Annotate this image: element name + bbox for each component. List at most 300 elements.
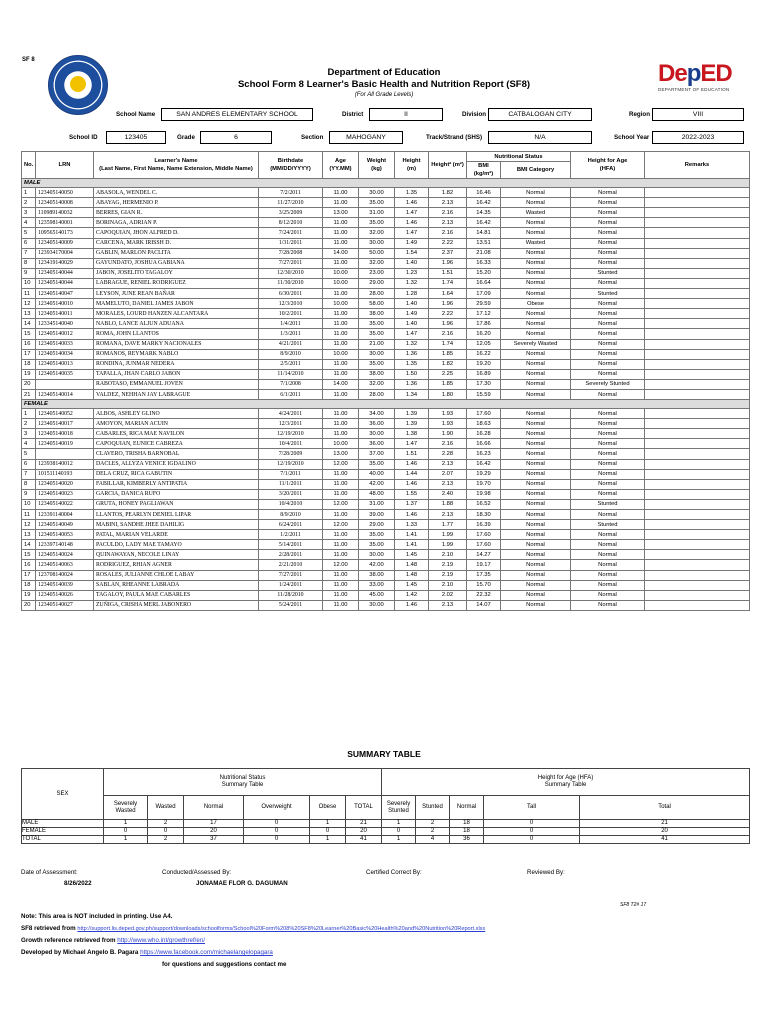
table-row <box>22 560 750 570</box>
cell-name: ROMANA, DAVE MARKY NACIONALES <box>94 339 259 349</box>
cell-height-sq: 2.37 <box>429 248 467 258</box>
cell-name: BORINAGA, ADRIAN P. <box>94 218 259 228</box>
cell-name: GARCIA, DANICA RUFO <box>94 489 259 499</box>
cell-hfa: Normal <box>571 389 645 399</box>
cell-age: 12.00 <box>323 459 359 469</box>
summary-col-header: Normal <box>450 796 484 820</box>
school-id-label: School ID <box>69 134 98 141</box>
table-row <box>22 198 750 208</box>
cell-birthdate: 12/3/2011 <box>259 419 323 429</box>
section-field[interactable]: MAHOGANY <box>329 131 403 144</box>
cell-no: 20 <box>22 600 36 610</box>
cell-remarks <box>645 198 750 208</box>
summary-col-header: Wasted <box>148 796 184 820</box>
cell-height-sq: 1.74 <box>429 278 467 288</box>
cell-lrn: 123405140026 <box>36 590 94 600</box>
cell-height-sq: 2.40 <box>429 489 467 499</box>
summary-cell: 0 <box>484 820 580 828</box>
cell-remarks <box>645 289 750 299</box>
cell-name: LEYSON, JUNE REAN BAÑAR <box>94 289 259 299</box>
cell-hfa: Normal <box>571 419 645 429</box>
table-row <box>22 289 750 299</box>
cell-height-sq: 2.22 <box>429 309 467 319</box>
summary-col-header: Stunted <box>416 796 450 820</box>
cell-bmi-category: Normal <box>501 198 571 208</box>
summary-col-header: Tall <box>484 796 580 820</box>
cell-weight: 38.00 <box>359 309 395 319</box>
cell-age: 11.00 <box>323 409 359 419</box>
cell-no: 10 <box>22 499 36 509</box>
summary-cell: 0 <box>104 828 148 836</box>
assessment-date: 8/26/2022 <box>64 880 92 887</box>
cell-remarks <box>645 389 750 399</box>
cell-remarks <box>645 268 750 278</box>
cell-weight: 50.00 <box>359 248 395 258</box>
date-label: Date of Assessment: <box>21 869 78 876</box>
track-label: Track/Strand (SHS) <box>426 134 483 141</box>
cell-birthdate: 12/19/2010 <box>259 459 323 469</box>
cell-name: ROMANOS, REYMARK NABLO <box>94 349 259 359</box>
cell-no: 15 <box>22 550 36 560</box>
table-row <box>22 439 750 449</box>
cell-bmi: 19.20 <box>467 359 501 369</box>
cell-height: 1.48 <box>395 560 429 570</box>
cell-height-sq: 2.13 <box>429 198 467 208</box>
cell-height-sq: 1.85 <box>429 349 467 359</box>
cell-name: RODRIGUEZ, RHIAN AGNER <box>94 560 259 570</box>
cell-height: 1.45 <box>395 580 429 590</box>
cell-bmi: 16.22 <box>467 349 501 359</box>
table-row <box>22 459 750 469</box>
cell-weight: 34.00 <box>359 409 395 419</box>
cell-bmi: 14.81 <box>467 228 501 238</box>
cell-remarks <box>645 590 750 600</box>
logo-subtext: DEPARTMENT OF EDUCATION <box>658 87 730 92</box>
cell-lrn: 123934170004 <box>36 248 94 258</box>
cell-no: 15 <box>22 329 36 339</box>
cell-birthdate: 11/27/2010 <box>259 198 323 208</box>
growth-link[interactable]: http://www.who.int/growthref/en/ <box>117 937 205 944</box>
cell-bmi: 16.89 <box>467 369 501 379</box>
cell-lrn: 123405140013 <box>36 359 94 369</box>
cell-hfa: Normal <box>571 600 645 610</box>
cell-weight: 30.00 <box>359 188 395 198</box>
col-height-sq: Height² (m²) <box>429 152 467 179</box>
summary-cell: 1 <box>382 820 416 828</box>
cell-remarks <box>645 550 750 560</box>
cell-height-sq: 2.13 <box>429 479 467 489</box>
cell-age: 11.00 <box>323 319 359 329</box>
summary-cell: 37 <box>184 836 244 844</box>
cell-height-sq: 2.07 <box>429 469 467 479</box>
cell-height-sq: 2.19 <box>429 570 467 580</box>
cell-weight: 35.00 <box>359 319 395 329</box>
summary-cell: 20 <box>580 828 750 836</box>
cell-no: 1 <box>22 409 36 419</box>
form-reference: SF8 T2# 17 <box>620 902 647 908</box>
sf8-link[interactable]: http://support.lis.deped.gov.ph/support/downloads/schoolforms/School%20Form%208%20SF8%20Learner%20Basic%20Health%20and%20Nutrition%20Report.xlsx <box>77 926 486 932</box>
table-row <box>22 329 750 339</box>
cell-birthdate: 4/24/2011 <box>259 409 323 419</box>
summary-cell: 4 <box>416 836 450 844</box>
cell-name: CLAVERO, TRISHA BARNOBAL <box>94 449 259 459</box>
summary-cell: 1 <box>382 836 416 844</box>
cell-bmi-category: Normal <box>501 530 571 540</box>
cell-no: 6 <box>22 238 36 248</box>
cell-height: 1.42 <box>395 590 429 600</box>
cell-bmi-category: Normal <box>501 258 571 268</box>
cell-age: 11.00 <box>323 419 359 429</box>
cell-no: 18 <box>22 580 36 590</box>
growth-source: Growth reference retrieved from http://www.who.int/growthref/en/ <box>21 937 205 944</box>
male-section-row: MALE <box>22 179 750 188</box>
cell-name: RONDINA, JUNMAR NEDERA <box>94 359 259 369</box>
cell-bmi-category: Normal <box>501 489 571 499</box>
cell-height: 1.36 <box>395 349 429 359</box>
conducted-label: Conducted/Assessed By: <box>162 869 232 876</box>
table-row <box>22 469 750 479</box>
cell-no: 17 <box>22 349 36 359</box>
cell-name: ROMA, JOHN LLANTOS <box>94 329 259 339</box>
cell-birthdate: 2/5/2011 <box>259 359 323 369</box>
col-height: Height (m) <box>395 152 429 179</box>
cell-birthdate: 6/1/2011 <box>259 389 323 399</box>
cell-age: 11.00 <box>323 329 359 339</box>
cell-height: 1.51 <box>395 449 429 459</box>
cell-age: 11.00 <box>323 369 359 379</box>
cell-hfa: Normal <box>571 188 645 198</box>
summary-cell: 0 <box>484 828 580 836</box>
cell-remarks <box>645 188 750 198</box>
sf8-source: SF8 retrieved from http://support.lis.deped.gov.ph/support/downloads/schoolforms/School%20Form%208%20SF8%20Learner%20Basic%20Health%20and%20Nutrition%20Report.xlsx <box>21 925 486 932</box>
cell-height-sq: 2.02 <box>429 590 467 600</box>
summary-col-header: TOTAL <box>346 796 382 820</box>
cell-lrn: 123405140008 <box>36 198 94 208</box>
cell-lrn: 123397140148 <box>36 540 94 550</box>
cell-birthdate: 6/30/2011 <box>259 289 323 299</box>
school-year-field[interactable]: 2022-2023 <box>652 131 744 144</box>
cell-birthdate: 10/4/2010 <box>259 499 323 509</box>
cell-lrn: 123405140012 <box>36 329 94 339</box>
table-row <box>22 590 750 600</box>
cell-remarks <box>645 510 750 520</box>
cell-hfa: Normal <box>571 409 645 419</box>
summary-cell: 18 <box>450 820 484 828</box>
cell-age: 12.00 <box>323 520 359 530</box>
cell-height: 1.47 <box>395 228 429 238</box>
cell-remarks <box>645 369 750 379</box>
cell-weight: 35.00 <box>359 459 395 469</box>
cell-lrn: 123405140024 <box>36 550 94 560</box>
cell-birthdate: 4/21/2011 <box>259 339 323 349</box>
cell-name: CARCENA, MARK IRISSH D. <box>94 238 259 248</box>
cell-height-sq: 2.16 <box>429 439 467 449</box>
summary-col-header: Total <box>580 796 750 820</box>
female-section-row: FEMALE <box>22 400 750 409</box>
cell-hfa: Normal <box>571 580 645 590</box>
table-row <box>22 499 750 509</box>
cell-bmi: 16.64 <box>467 278 501 288</box>
cell-birthdate: 7/1/2011 <box>259 469 323 479</box>
cell-bmi: 12.05 <box>467 339 501 349</box>
track-field[interactable]: N/A <box>488 131 592 144</box>
cell-no: 9 <box>22 268 36 278</box>
cell-hfa: Normal <box>571 560 645 570</box>
cell-name: TAPALLA, JHAN CARLO JABON <box>94 369 259 379</box>
cell-bmi: 14.27 <box>467 550 501 560</box>
table-row <box>22 218 750 228</box>
cell-hfa: Stunted <box>571 289 645 299</box>
cell-age: 11.00 <box>323 530 359 540</box>
cell-name: ABASOLA, WENDEL C. <box>94 188 259 198</box>
cell-bmi: 16.39 <box>467 520 501 530</box>
certified-label: Certified Correct By: <box>366 869 422 876</box>
learner-health-table <box>21 151 750 611</box>
cell-height: 1.50 <box>395 369 429 379</box>
table-row <box>22 419 750 429</box>
cell-age: 11.00 <box>323 580 359 590</box>
cell-remarks <box>645 449 750 459</box>
summary-cell: 0 <box>244 820 310 828</box>
cell-age: 11.00 <box>323 489 359 499</box>
cell-bmi: 14.35 <box>467 208 501 218</box>
summary-row <box>22 836 750 844</box>
cell-name: SABLAN, RHEANNE LABRADA <box>94 580 259 590</box>
cell-bmi-category: Normal <box>501 540 571 550</box>
cell-lrn: 123405140018 <box>36 429 94 439</box>
cell-remarks <box>645 439 750 449</box>
cell-hfa: Normal <box>571 510 645 520</box>
cell-remarks <box>645 600 750 610</box>
summary-cell: 0 <box>484 836 580 844</box>
summary-ns-header: Nutritional Status Summary Table <box>104 769 382 796</box>
cell-bmi-category: Normal <box>501 520 571 530</box>
summary-sex-header: SEX <box>22 769 104 820</box>
cell-no: 19 <box>22 369 36 379</box>
table-row <box>22 369 750 379</box>
cell-bmi-category: Wasted <box>501 208 571 218</box>
deped-logo: DepED DEPARTMENT OF EDUCATION <box>658 62 740 94</box>
cell-lrn: 123708140024 <box>36 570 94 580</box>
cell-weight: 30.00 <box>359 600 395 610</box>
form-subtitle: (For All Grade Levels) <box>354 92 414 98</box>
cell-weight: 58.00 <box>359 299 395 309</box>
cell-height: 1.47 <box>395 208 429 218</box>
table-row <box>22 550 750 560</box>
cell-birthdate: 11/28/2010 <box>259 590 323 600</box>
table-row <box>22 309 750 319</box>
cell-name: LLANTOS, PEARLYN DENIEL LIPAR <box>94 510 259 520</box>
table-row <box>22 339 750 349</box>
cell-bmi: 14.07 <box>467 600 501 610</box>
cell-birthdate: 6/24/2011 <box>259 520 323 530</box>
cell-weight: 35.00 <box>359 198 395 208</box>
cell-bmi-category: Normal <box>501 248 571 258</box>
cell-name: MABINI, SANDHE JHEE DAHILIG <box>94 520 259 530</box>
cell-weight: 28.00 <box>359 389 395 399</box>
cell-height: 1.23 <box>395 268 429 278</box>
summary-row-label: MALE <box>22 820 104 828</box>
cell-bmi: 19.29 <box>467 469 501 479</box>
cell-lrn: 123405140039 <box>36 580 94 590</box>
cell-bmi: 16.66 <box>467 439 501 449</box>
cell-hfa: Normal <box>571 570 645 580</box>
school-id-field[interactable]: 123405 <box>106 131 166 144</box>
cell-age: 13.00 <box>323 208 359 218</box>
cell-name: BERRES, GIAN R. <box>94 208 259 218</box>
cell-remarks <box>645 218 750 228</box>
table-row <box>22 389 750 399</box>
grade-field[interactable]: 6 <box>200 131 272 144</box>
cell-birthdate: 7/27/2011 <box>259 258 323 268</box>
cell-no: 13 <box>22 530 36 540</box>
cell-height: 1.48 <box>395 570 429 580</box>
col-lrn: LRN <box>36 152 94 179</box>
developer-link[interactable]: https://www.facebook.com/michaelangelopagara <box>140 949 273 956</box>
col-weight: Weight (kg) <box>359 152 395 179</box>
cell-weight: 40.00 <box>359 469 395 479</box>
cell-hfa: Normal <box>571 299 645 309</box>
cell-age: 13.00 <box>323 449 359 459</box>
cell-birthdate: 3/25/2009 <box>259 208 323 218</box>
cell-bmi: 18.63 <box>467 419 501 429</box>
cell-bmi: 15.59 <box>467 389 501 399</box>
cell-age: 11.00 <box>323 289 359 299</box>
cell-name: CAPOQUIAN, JHON ALFRED D. <box>94 228 259 238</box>
table-row <box>22 319 750 329</box>
cell-height: 1.35 <box>395 188 429 198</box>
cell-bmi: 17.86 <box>467 319 501 329</box>
cell-remarks <box>645 379 750 389</box>
cell-bmi-category: Normal <box>501 329 571 339</box>
cell-bmi: 17.60 <box>467 540 501 550</box>
cell-height-sq: 1.99 <box>429 540 467 550</box>
cell-remarks <box>645 228 750 238</box>
cell-hfa: Normal <box>571 208 645 218</box>
cell-age: 11.00 <box>323 590 359 600</box>
cell-lrn: 123345140040 <box>36 319 94 329</box>
cell-name: PACULDO, LADY MAE TAMAYO <box>94 540 259 550</box>
table-row <box>22 208 750 218</box>
cell-lrn: 123938140012 <box>36 459 94 469</box>
cell-weight: 29.00 <box>359 520 395 530</box>
cell-hfa: Normal <box>571 258 645 268</box>
col-bmi: BMI (kg/m²) <box>467 162 501 179</box>
cell-birthdate: 10/4/2011 <box>259 439 323 449</box>
cell-lrn: 123405140014 <box>36 389 94 399</box>
cell-lrn: 123405140050 <box>36 188 94 198</box>
cell-height: 1.40 <box>395 258 429 268</box>
division-field[interactable]: CATBALOGAN CITY <box>488 108 592 121</box>
cell-no: 19 <box>22 590 36 600</box>
cell-hfa: Normal <box>571 439 645 449</box>
cell-age: 11.00 <box>323 218 359 228</box>
cell-hfa: Normal <box>571 449 645 459</box>
cell-no: 16 <box>22 560 36 570</box>
cell-weight: 32.00 <box>359 228 395 238</box>
summary-cell: 20 <box>184 828 244 836</box>
cell-no: 20 <box>22 379 36 389</box>
cell-hfa: Normal <box>571 218 645 228</box>
cell-remarks <box>645 299 750 309</box>
cell-name: MORALES, LOURD HANZEN ALCANTARA <box>94 309 259 319</box>
cell-height-sq: 1.96 <box>429 299 467 309</box>
cell-age: 11.00 <box>323 600 359 610</box>
cell-no: 14 <box>22 540 36 550</box>
cell-weight: 45.00 <box>359 590 395 600</box>
cell-hfa: Normal <box>571 489 645 499</box>
cell-age: 10.00 <box>323 278 359 288</box>
cell-lrn: 123405140017 <box>36 419 94 429</box>
cell-hfa: Normal <box>571 479 645 489</box>
cell-bmi-category: Normal <box>501 309 571 319</box>
cell-hfa: Normal <box>571 429 645 439</box>
cell-height: 1.45 <box>395 550 429 560</box>
cell-hfa: Normal <box>571 590 645 600</box>
cell-bmi: 16.42 <box>467 459 501 469</box>
cell-weight: 42.00 <box>359 560 395 570</box>
cell-no: 3 <box>22 429 36 439</box>
form-title: School Form 8 Learner's Basic Health and Nutrition Report (SF8) <box>237 79 531 90</box>
table-row <box>22 349 750 359</box>
cell-height: 1.47 <box>395 329 429 339</box>
cell-height-sq: 1.93 <box>429 419 467 429</box>
cell-name: GAYUNDATO, JOSHUA GABIANA <box>94 258 259 268</box>
cell-height-sq: 2.16 <box>429 208 467 218</box>
cell-bmi-category: Normal <box>501 228 571 238</box>
cell-hfa: Normal <box>571 359 645 369</box>
cell-age: 12.00 <box>323 499 359 509</box>
cell-hfa: Normal <box>571 349 645 359</box>
district-label: District <box>342 111 364 118</box>
cell-height-sq: 1.88 <box>429 499 467 509</box>
cell-remarks <box>645 530 750 540</box>
cell-height-sq: 1.99 <box>429 530 467 540</box>
cell-height: 1.39 <box>395 419 429 429</box>
col-age: Age (YY.MM) <box>323 152 359 179</box>
cell-weight: 37.00 <box>359 449 395 459</box>
cell-birthdate: 12/3/2010 <box>259 299 323 309</box>
cell-bmi-category: Normal <box>501 510 571 520</box>
table-row <box>22 429 750 439</box>
cell-height: 1.33 <box>395 520 429 530</box>
summary-cell: 17 <box>184 820 244 828</box>
cell-hfa: Stunted <box>571 268 645 278</box>
region-field[interactable]: VIII <box>652 108 744 121</box>
cell-age: 14.00 <box>323 248 359 258</box>
cell-age: 10.00 <box>323 268 359 278</box>
district-field[interactable]: II <box>369 108 443 121</box>
cell-age: 11.00 <box>323 238 359 248</box>
cell-no: 14 <box>22 319 36 329</box>
school-name-field[interactable]: SAN ANDRES ELEMENTARY SCHOOL <box>161 108 313 121</box>
cell-height-sq: 2.28 <box>429 449 467 459</box>
cell-age: 11.00 <box>323 570 359 580</box>
cell-height: 1.49 <box>395 238 429 248</box>
cell-hfa: Stunted <box>571 520 645 530</box>
cell-bmi: 17.09 <box>467 289 501 299</box>
cell-lrn: 123405140049 <box>36 520 94 530</box>
cell-lrn: 123405140033 <box>36 339 94 349</box>
col-remarks: Remarks <box>645 152 750 179</box>
cell-birthdate: 7/28/2009 <box>259 449 323 459</box>
cell-height: 1.46 <box>395 198 429 208</box>
cell-hfa: Normal <box>571 319 645 329</box>
cell-birthdate: 3/20/2011 <box>259 489 323 499</box>
cell-remarks <box>645 540 750 550</box>
table-row <box>22 248 750 258</box>
summary-cell: 36 <box>450 836 484 844</box>
